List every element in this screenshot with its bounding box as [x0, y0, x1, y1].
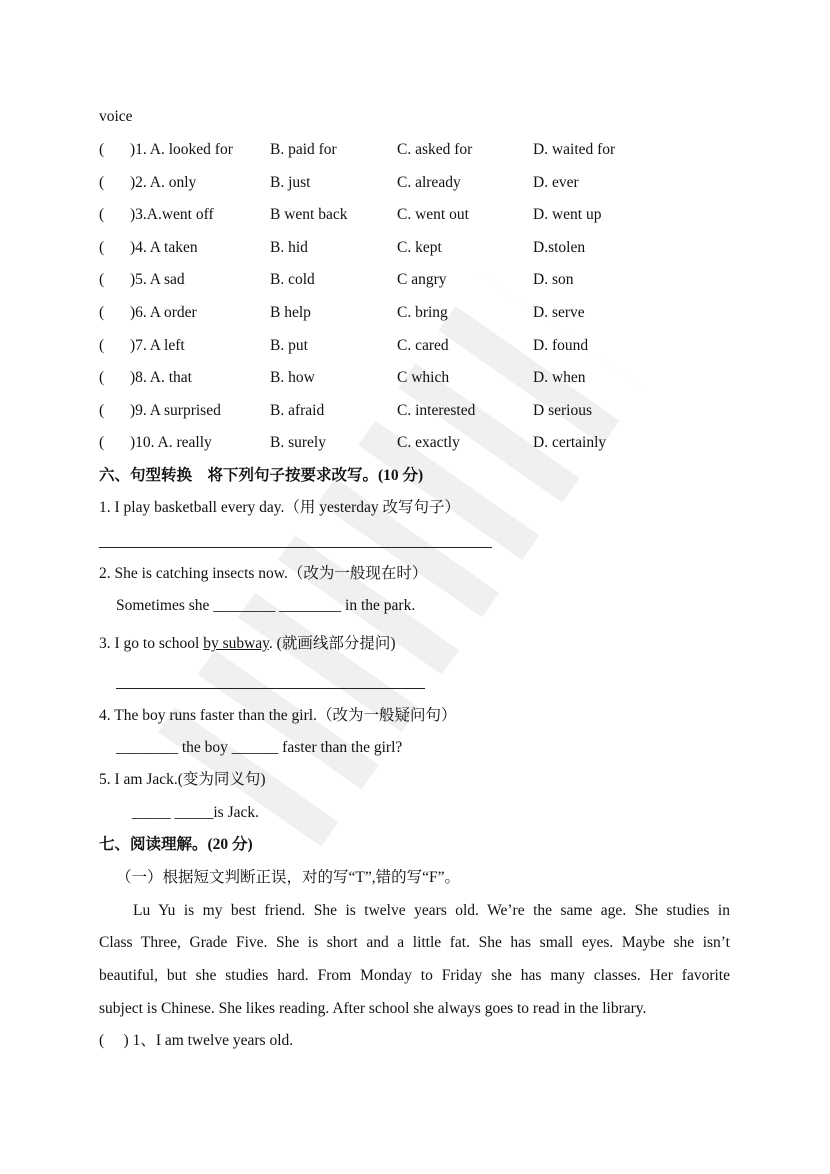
- option-c: C angry: [397, 271, 447, 289]
- cloze-row: [99, 238, 739, 258]
- option-b: B. just: [270, 173, 311, 191]
- option-d: D.stolen: [533, 238, 586, 256]
- option-d: D. when: [533, 369, 586, 387]
- q3-pre: 3. I go to school: [99, 635, 204, 652]
- option-a: )5. A sad: [130, 271, 185, 289]
- passage-line: beautiful, but she studies hard. From Monday to Friday she has many classes. Her favorite: [99, 967, 730, 984]
- option-b: B went back: [270, 206, 348, 224]
- option-c: C. interested: [397, 401, 476, 419]
- option-c: C. exactly: [397, 434, 460, 452]
- section6-q2-answer: Sometimes she ________ ________ in the park.: [116, 597, 416, 614]
- q3-post: . (就画线部分提问): [268, 635, 396, 652]
- cloze-row: [99, 368, 739, 388]
- option-a: )1. A. looked for: [130, 141, 233, 158]
- option-a: )4. A taken: [130, 238, 198, 256]
- cloze-row: [99, 205, 739, 225]
- answer-line: [116, 688, 425, 689]
- option-c: C. went out: [397, 206, 469, 224]
- option-c: C. kept: [397, 238, 442, 256]
- option-b: B. surely: [270, 434, 326, 452]
- option-b: B help: [270, 304, 311, 321]
- option-a: )10. A. really: [130, 434, 212, 452]
- watermark: [157, 273, 642, 846]
- section7-heading: 七、阅读理解。(20 分): [99, 836, 253, 853]
- answer-paren: (: [99, 206, 105, 224]
- cloze-row: [99, 173, 739, 193]
- option-d: D. serve: [533, 304, 585, 321]
- answer-paren: (: [99, 141, 105, 158]
- answer-paren: (: [99, 304, 105, 321]
- cloze-row: [99, 303, 739, 323]
- cloze-row: [99, 401, 739, 421]
- option-d: D. went up: [533, 206, 602, 224]
- answer-paren: (: [99, 401, 105, 419]
- option-a: )8. A. that: [130, 369, 192, 387]
- option-c: C which: [397, 369, 450, 387]
- answer-paren: (: [99, 271, 105, 289]
- option-b: B. how: [270, 369, 315, 387]
- section6-heading: 六、句型转换 将下列句子按要求改写。(10 分): [99, 467, 424, 484]
- section7-part1: （一）根据短文判断正误，对的写“T”,错的写“F”。: [116, 869, 460, 886]
- cloze-row: [99, 140, 739, 160]
- top-word: voice: [99, 108, 133, 125]
- section6-q4: 4. The boy runs faster than the girl.（改为一般疑问句）: [99, 707, 457, 724]
- section6-q4-answer: ________ the boy ______ faster than the girl?: [116, 739, 403, 756]
- option-b: B. afraid: [270, 401, 325, 419]
- section6-q5: 5. I am Jack.(变为同义句): [99, 771, 266, 788]
- option-d: D. certainly: [533, 434, 607, 452]
- option-b: B. hid: [270, 238, 308, 256]
- answer-paren: (: [99, 369, 105, 387]
- option-a: )9. A surprised: [130, 401, 221, 419]
- option-a: )3.A.went off: [130, 206, 214, 224]
- option-b: B. put: [270, 336, 308, 354]
- option-d: D. son: [533, 271, 574, 289]
- option-b: B. paid for: [270, 141, 337, 158]
- answer-paren: (: [99, 173, 105, 191]
- option-a: )7. A left: [130, 336, 185, 354]
- answer-line: [99, 547, 492, 548]
- section6-q2: 2. She is catching insects now.（改为一般现在时）: [99, 565, 428, 582]
- cloze-row: [99, 336, 739, 356]
- q3-underlined: by subway: [203, 635, 269, 652]
- cloze-row: [99, 270, 739, 290]
- answer-paren: (: [99, 336, 105, 354]
- option-b: B. cold: [270, 271, 315, 289]
- option-a: )6. A order: [130, 304, 197, 321]
- option-d: D. waited for: [533, 141, 616, 158]
- section6-q1: 1. I play basketball every day.（用 yesterday 改写句子）: [99, 499, 460, 516]
- section7-q1: ( ) 1、I am twelve years old.: [99, 1032, 294, 1049]
- cloze-row: [99, 433, 739, 453]
- option-d: D serious: [533, 401, 592, 419]
- section6-q5-answer: _____ _____is Jack.: [132, 804, 260, 821]
- option-d: D. ever: [533, 173, 579, 191]
- option-c: C. cared: [397, 336, 449, 354]
- option-c: C. already: [397, 173, 461, 191]
- section6-q3: [99, 634, 396, 654]
- answer-paren: (: [99, 434, 105, 452]
- option-d: D. found: [533, 336, 589, 354]
- option-a: )2. A. only: [130, 173, 197, 191]
- passage-line: Class Three, Grade Five. She is short and a little fat. She has small eyes. Maybe she isn’t: [99, 934, 730, 951]
- passage-line: Lu Yu is my best friend. She is twelve years old. We’re the same age. She studies in: [133, 902, 730, 919]
- answer-paren: (: [99, 238, 105, 256]
- passage-line: subject is Chinese. She likes reading. After school she always goes to read in the library.: [99, 1000, 647, 1017]
- option-c: C. bring: [397, 304, 448, 321]
- option-c: C. asked for: [397, 141, 473, 158]
